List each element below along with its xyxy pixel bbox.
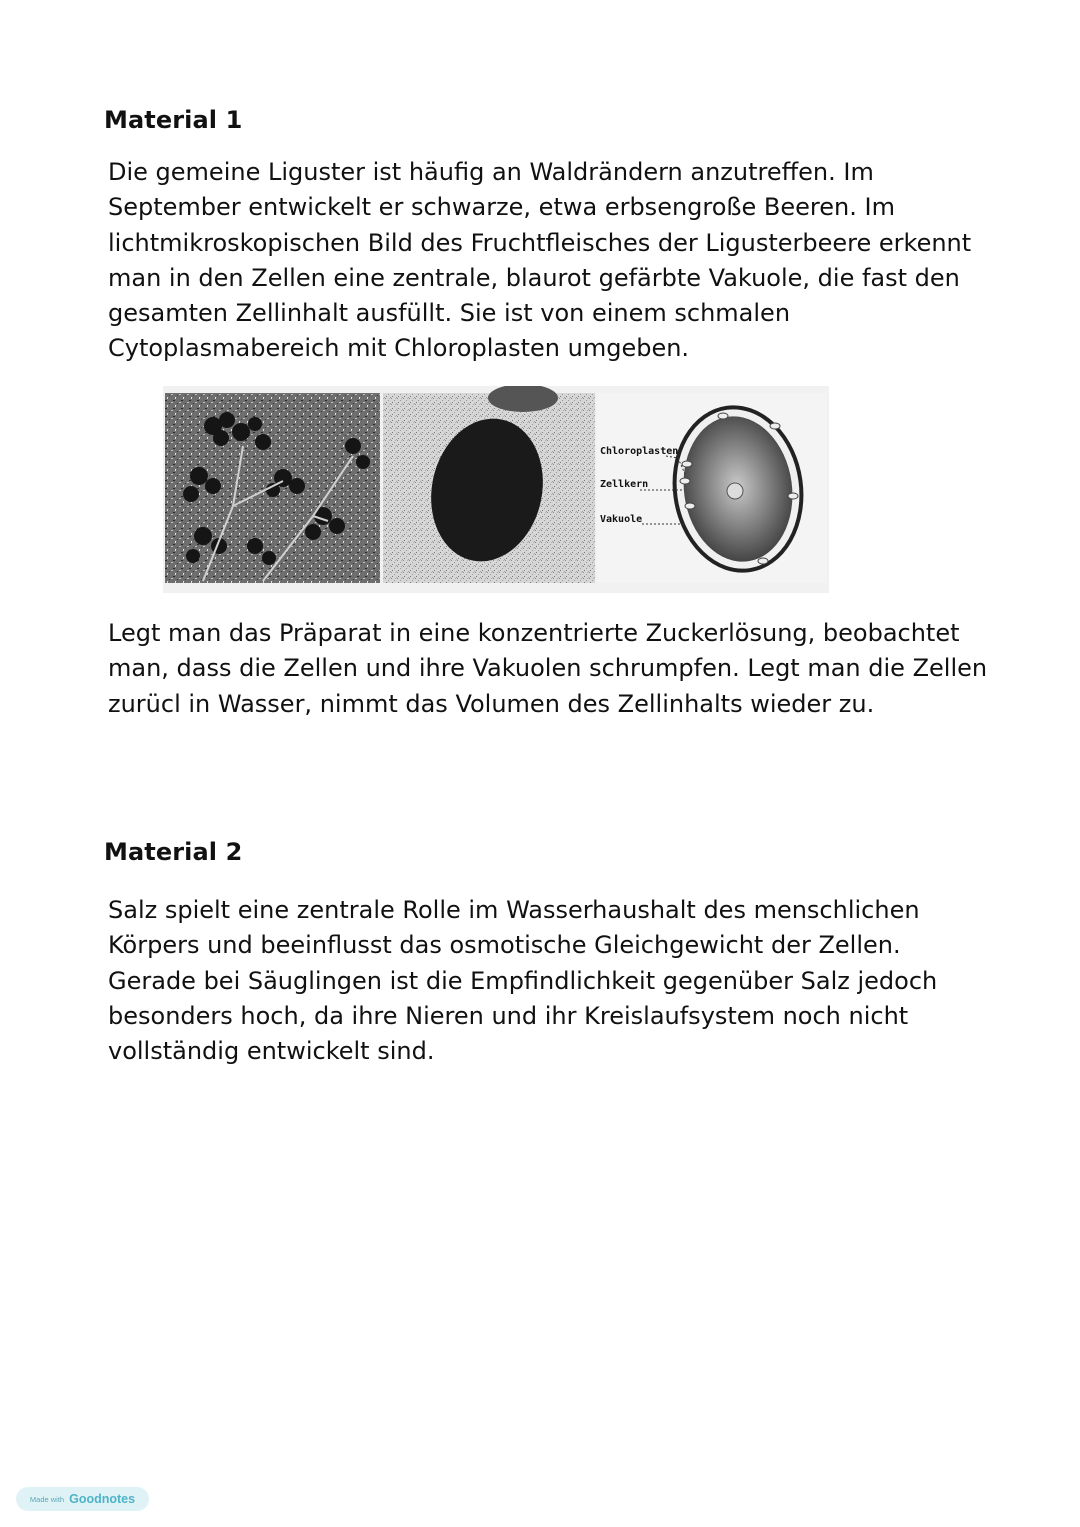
material-2-heading: Material 2 bbox=[104, 838, 243, 866]
goodnotes-badge[interactable] bbox=[16, 1487, 149, 1511]
label-vakuole: Vakuole bbox=[600, 514, 643, 525]
label-zellkern: Zellkern bbox=[600, 479, 649, 490]
material-1-paragraph-experiment: Legt man das Präparat in eine konzentrierte Zuckerlösung, beobachtet man, dass die Zellen und ihre Vakuolen schrumpfen. Legt man die Zellen zurücl in Wasser, nimmt das Volumen des Zellinhalts wieder zu. bbox=[108, 619, 988, 718]
ligustrum-figure bbox=[163, 386, 829, 593]
material-1-heading: Material 1 bbox=[104, 106, 243, 134]
label-chloroplasten: Chloroplasten bbox=[600, 446, 679, 457]
material-1-paragraph-intro: Die gemeine Liguster ist häufig an Waldrändern anzutreffen. Im September entwickelt er schwarze, etwa erbsengroße Beeren. Im lichtmikroskopischen Bild des Fruchtfleisches der Ligusterbeere erkennt man in den Zellen eine zentrale, blaurot gefärbte Vakuole, die fast den gesamten Zellinhalt ausfüllt. Sie ist von einem schmalen Cytoplasmabereich mit Chloroplasten umgeben. bbox=[108, 158, 972, 363]
material-2-paragraph: Salz spielt eine zentrale Rolle im Wasserhaushalt des menschlichen Körpers und beeinflusst das osmotische Gleichgewicht der Zellen. Gerade bei Säuglingen ist die Empfindlichkeit gegenüber Salz jedoch besonders hoch, da ihre Nieren und ihr Kreislaufsystem noch nicht vollständig entwickelt sind. bbox=[108, 896, 938, 1066]
badge-prefix: Made with bbox=[29, 1494, 65, 1504]
badge-brand: Goodnotes bbox=[69, 1492, 136, 1506]
microscope-photo bbox=[383, 386, 595, 583]
berry-photo bbox=[165, 393, 380, 583]
